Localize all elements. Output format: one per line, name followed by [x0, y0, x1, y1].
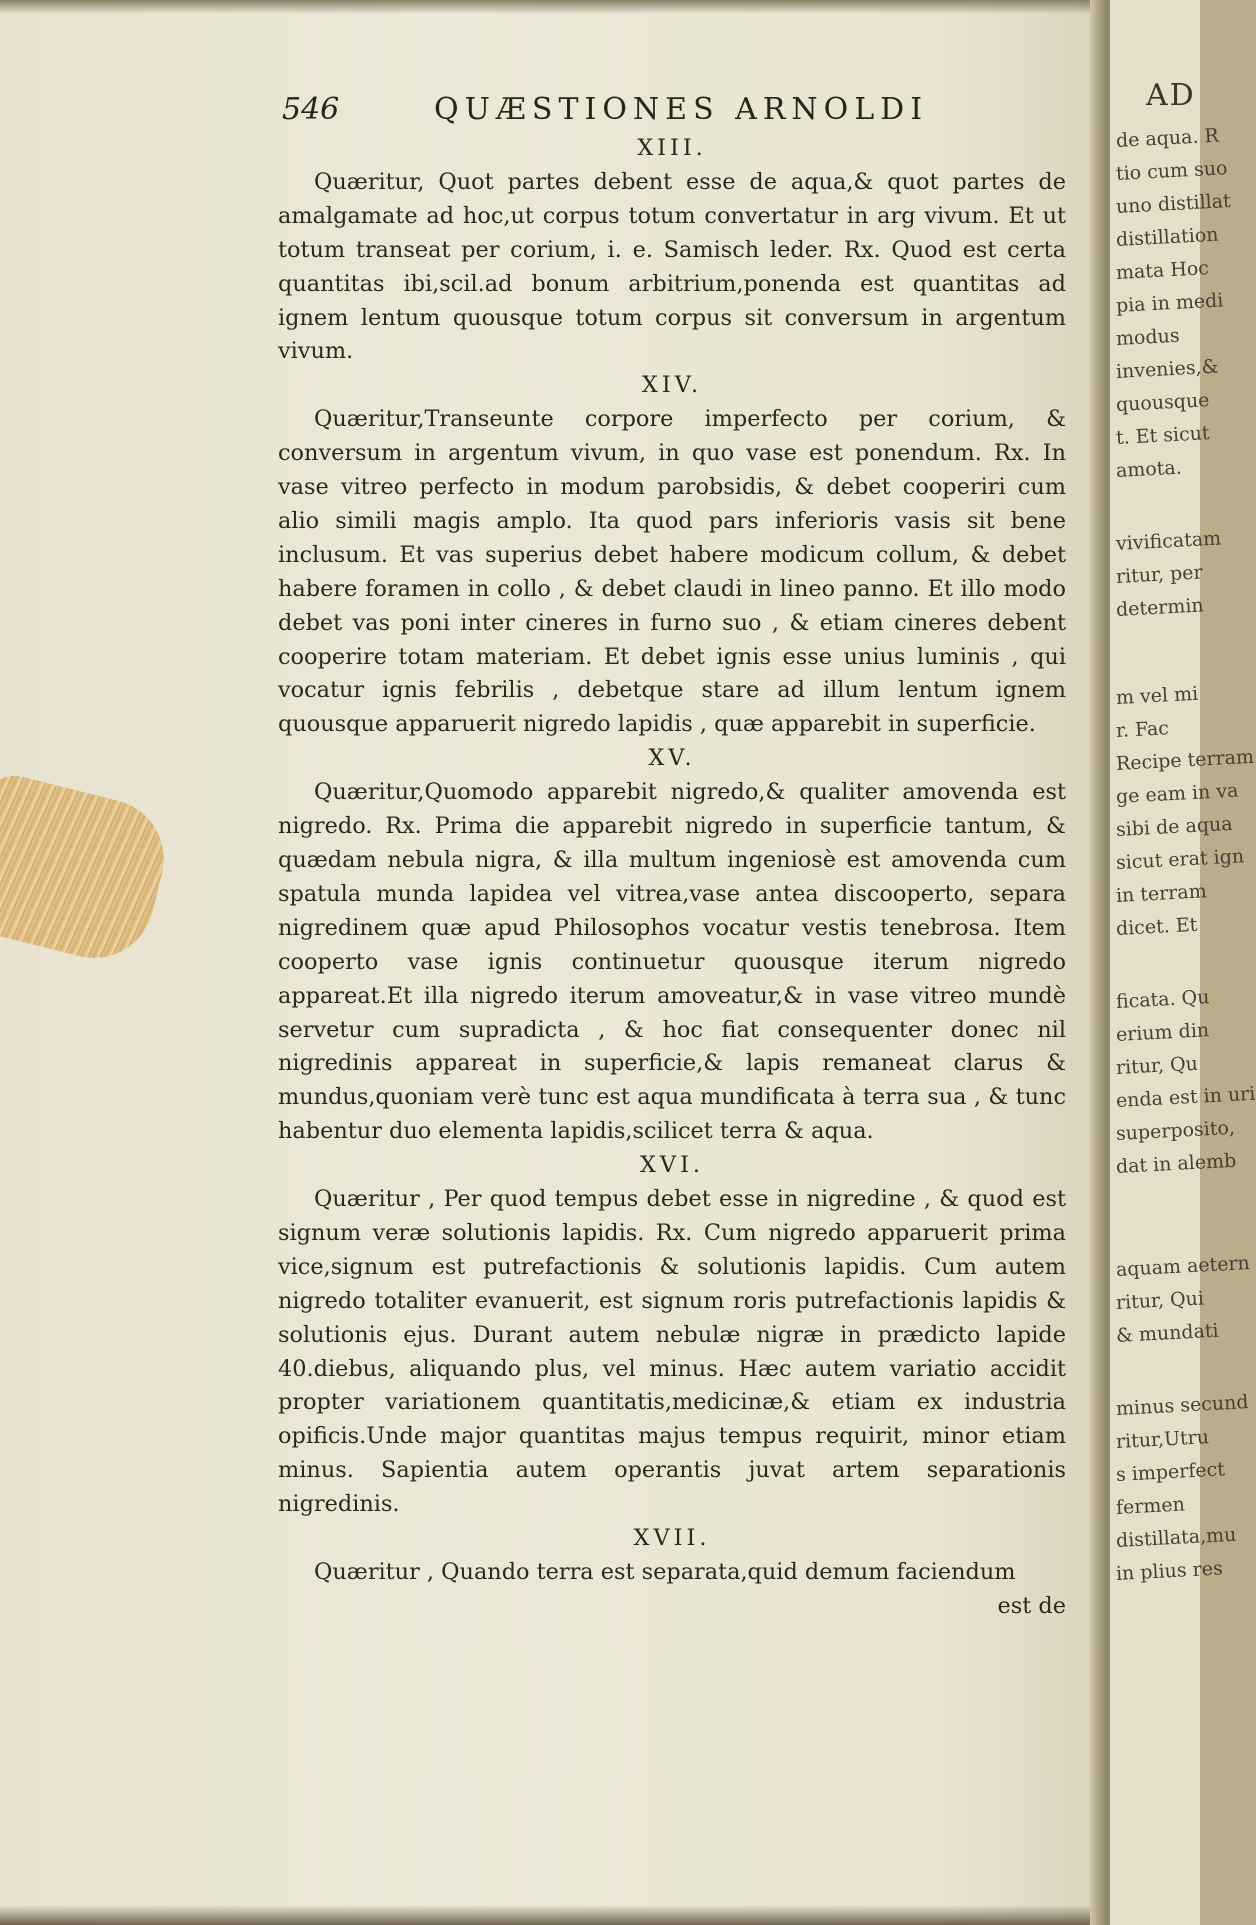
facing-page-line: enda est in uri [1115, 1082, 1256, 1112]
facing-page-line: sicut erat ign [1115, 845, 1245, 874]
facing-page-line: s imperfect [1115, 1458, 1226, 1486]
facing-page-line: minus secund [1115, 1391, 1250, 1420]
running-title: QUÆSTIONES ARNOLDI [434, 92, 929, 127]
facing-page-line: in terram [1115, 880, 1208, 907]
facing-page-line: & mundati [1115, 1319, 1220, 1347]
section-paragraph: Quæritur,Quomodo apparebit nigredo,& qualiter amovenda est nigredo. Rx. Prima die apparebit nigredo in superficie tantum, & quædam nebula nigra, & illa multum ingeniosè est amovenda cum spatula munda lapidea vel vitrea,vase antea discooperto, separa nigredinem quæ apud Philosophos vocatur vestis tenebrosa. Item cooperto vase ignis continuetur quousque iterum nigredo appareat.Et illa nigredo iterum amoveatur,& in vase vitreo mundè servetur cum supradicta , & hoc fiat consequenter donec nil nigredinis appareat in superficie,& lapis remaneat clarus & mundus,quoniam verè tunc est aqua mundificata à terra sua , & tunc habentur duo elementa lapidis,scilicet terra & aqua. [278, 779, 1066, 1145]
facing-page-line: erium din [1115, 1019, 1210, 1046]
facing-page-line: vivificatam [1115, 527, 1222, 555]
section-numeral: XVII. [633, 1525, 711, 1552]
page-top-shadow [0, 0, 1108, 14]
section-paragraph: Quæritur , Quando terra est separata,quid demum faciendum [314, 1558, 1016, 1585]
section-numeral: XV. [648, 745, 696, 772]
catchword: est de [997, 1592, 1066, 1619]
page-header [282, 92, 942, 132]
facing-page-line: dicet. Et [1115, 913, 1198, 940]
facing-page-line: amota. [1115, 456, 1183, 482]
section-numeral: XIV. [641, 372, 703, 399]
facing-page-line: ritur, Qu [1115, 1052, 1199, 1079]
facing-page-line: mata Hoc [1115, 257, 1210, 284]
body-text [278, 132, 1066, 1624]
page-bottom-shadow [0, 1905, 1108, 1925]
section-paragraph: Quæritur , Per quod tempus debet esse in nigredine , & quod est signum veræ solutionis lapidis. Rx. Cum nigredo apparuerit prima vice,signum est putrefactionis & solutionis lapidis. Cum autem nigredo totaliter evanuerit, est signum roris putrefactionis lapidis & solutionis ejus. Durant autem nebulæ nigræ in prædicto lapide 40.diebus, aliquando plus, vel minus. Hæc autem variatio accidit propter variationem quantitatis,medicinæ,& etiam ex industria opificis.Unde major quantitas majus tempus requirit, minor etiam minus. Sapientia autem operantis juvat artem separationis nigredinis. [278, 1186, 1066, 1518]
facing-page-line: in plius res [1115, 1557, 1224, 1585]
facing-page-line: determin [1115, 594, 1205, 621]
facing-page-line: uno distillat [1115, 190, 1232, 218]
facing-page-line: t. Et sicut [1115, 422, 1211, 449]
facing-page-line: quousque [1115, 389, 1210, 416]
facing-page-line: ge eam in va [1115, 779, 1239, 808]
facing-page-line: fermen [1115, 1493, 1186, 1519]
facing-page-line: modus [1115, 324, 1181, 350]
facing-page-line: pia in medi [1115, 289, 1224, 317]
facing-page-heading: AD [1146, 78, 1196, 113]
section-numeral: XIII. [637, 135, 707, 161]
facing-page-line: distillation [1115, 223, 1220, 251]
brush-image [0, 769, 177, 970]
facing-page-line: dat in alemb [1115, 1149, 1237, 1178]
facing-page-line: superposito, [1115, 1116, 1236, 1145]
facing-page-line: ritur, Qui [1115, 1287, 1205, 1314]
facing-page-line: m vel mi [1115, 682, 1199, 709]
page-number: 546 [282, 92, 340, 127]
section-paragraph: Quæritur,Transeunte corpore imperfecto per corium, & conversum in argentum vivum, in quo vase est ponendum. Rx. In vase vitreo perfecto in modum parobsidis, & debet cooperiri cum alio simili magis amplo. Ita quod pars inferioris vasis sit bene inclusum. Et vas superius debet habere modicum collum, & debet habere foramen in collo , & debet claudi in lineo panno. Et illo modo debet vas poni inter cineres in furno suo , & etiam cineres debent cooperire totam materiam. Et debet ignis esse unius luminis , qui vocatur ignis febrilis , debetque stare ad illum lentum ignem quousque apparuerit nigredo lapidis , quæ apparebit in superficie. [278, 406, 1066, 738]
facing-page-line: de aqua. R [1115, 124, 1220, 152]
facing-page-line: Recipe terram [1115, 745, 1255, 775]
facing-page-line: ficata. Qu [1115, 986, 1210, 1013]
facing-page-line: r. Fac [1115, 717, 1170, 742]
section-numeral: XVI. [639, 1152, 705, 1179]
facing-page [1110, 0, 1256, 1925]
section-paragraph: Quæritur, Quot partes debent esse de aqua,& quot partes de amalgamate ad hoc,ut corpus totum convertatur in arg vivum. Et ut totum transeat per corium, i. e. Samisch leder. Rx. Quod est certa quantitas ibi,scil.ad bonum arbitrium,ponenda est quantitas ad ignem lentum quousque totum corpus sit conversum in argentum vivum. [278, 168, 1066, 365]
facing-page-line: distillata,mu [1115, 1523, 1237, 1552]
facing-page-line: tio cum suo [1115, 157, 1228, 185]
facing-page-line: ritur, per [1115, 561, 1204, 588]
facing-page-line: invenies,& [1115, 355, 1219, 383]
facing-page-line: ritur,Utru [1115, 1426, 1210, 1453]
facing-page-line: aquam aetern [1115, 1252, 1251, 1281]
facing-page-line: sibi de aqua [1115, 812, 1234, 841]
